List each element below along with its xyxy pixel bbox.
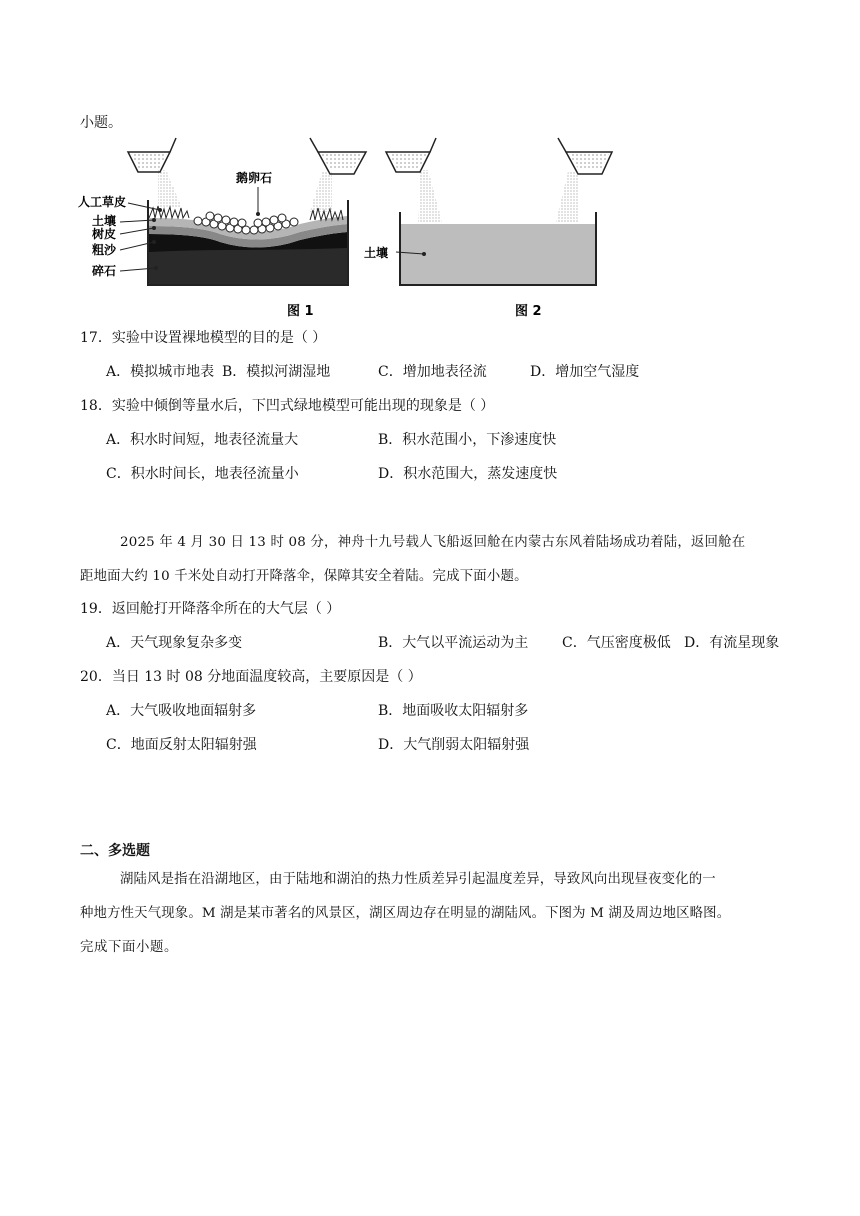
question-17-option-c: C．增加地表径流 — [378, 364, 487, 380]
figure-2-caption: 图 2 — [515, 304, 542, 319]
question-18-stem: 18．实验中倾倒等量水后，下凹式绿地模型可能出现的现象是（ ） — [80, 398, 495, 414]
bare-land-container — [400, 212, 596, 285]
right-water-stream — [556, 172, 578, 222]
question-19-stem: 19．返回舱打开降落伞所在的大气层（ ） — [80, 601, 341, 617]
question-17-option-d: D．增加空气湿度 — [530, 364, 640, 380]
right-water-bucket-icon — [558, 138, 612, 174]
question-20-option-a: A．大气吸收地面辐射多 — [106, 703, 257, 719]
left-water-stream — [418, 170, 442, 222]
label-pebbles: 鹅卵石 — [236, 171, 273, 185]
question-19-option-c: C．气压密度极低 — [562, 635, 671, 651]
section-2-line-3: 完成下面小题。 — [80, 940, 178, 955]
left-water-bucket-icon — [386, 138, 436, 172]
question-18-option-a: A．积水时间短，地表径流量大 — [106, 432, 299, 448]
figure-1-caption: 图 1 — [287, 304, 314, 319]
question-17-stem: 17．实验中设置裸地模型的目的是（ ） — [80, 330, 327, 346]
question-17-option-a: A．模拟城市地表 — [106, 364, 215, 380]
label-bark: 树皮 — [92, 227, 117, 241]
question-20-option-b: B．地面吸收太阳辐射多 — [378, 703, 529, 719]
section-2-title: 二、多选题 — [80, 843, 150, 859]
label-gravel: 碎石 — [92, 264, 117, 278]
question-17-option-b: B．模拟河湖湿地 — [222, 364, 331, 380]
question-18-option-b: B．积水范围小，下渗速度快 — [378, 432, 557, 448]
label-soil: 土壤 — [92, 214, 117, 228]
section-2-line-2: 种地方性天气现象。M 湖是某市著名的风景区，湖区周边存在明显的湖陆风。下图为 M 湖及周边地区略图。 — [80, 906, 731, 921]
question-20-stem: 20．当日 13 时 08 分地面温度较高，主要原因是（ ） — [80, 669, 422, 685]
left-water-stream — [158, 170, 182, 208]
section-2-line-1: 湖陆风是指在沿湖地区，由于陆地和湖泊的热力性质差异引起温度差异，导致风向出现昼夜变化的一 — [120, 872, 716, 887]
figure-1 — [70, 130, 380, 325]
figure-2 — [360, 130, 620, 325]
passage-2-line-2: 距地面大约 10 千米处自动打开降落伞，保障其安全着陆。完成下面小题。 — [80, 569, 528, 584]
left-water-bucket-icon — [128, 138, 176, 172]
intro-tail: 小题。 — [80, 115, 122, 131]
question-18-option-d: D．积水范围大，蒸发速度快 — [378, 466, 558, 482]
label-coarse-sand: 粗沙 — [92, 243, 117, 257]
right-water-bucket-icon — [310, 138, 366, 174]
question-20-option-d: D．大气削弱太阳辐射强 — [378, 737, 530, 753]
question-18-option-c: C．积水时间长，地表径流量小 — [106, 466, 299, 482]
question-20-option-c: C．地面反射太阳辐射强 — [106, 737, 257, 753]
right-water-stream — [310, 172, 332, 212]
question-19-option-a: A．天气现象复杂多变 — [106, 635, 243, 651]
label-soil: 土壤 — [364, 246, 389, 260]
green-land-container — [148, 200, 348, 285]
question-19-option-b: B．大气以平流运动为主 — [378, 635, 529, 651]
label-turf: 人工草皮 — [78, 195, 127, 209]
question-19-option-d: D．有流星现象 — [684, 635, 780, 651]
passage-2-line-1: 2025 年 4 月 30 日 13 时 08 分，神舟十九号载人飞船返回舱在内蒙古东风着陆场成功着陆，返回舱在 — [120, 535, 746, 550]
